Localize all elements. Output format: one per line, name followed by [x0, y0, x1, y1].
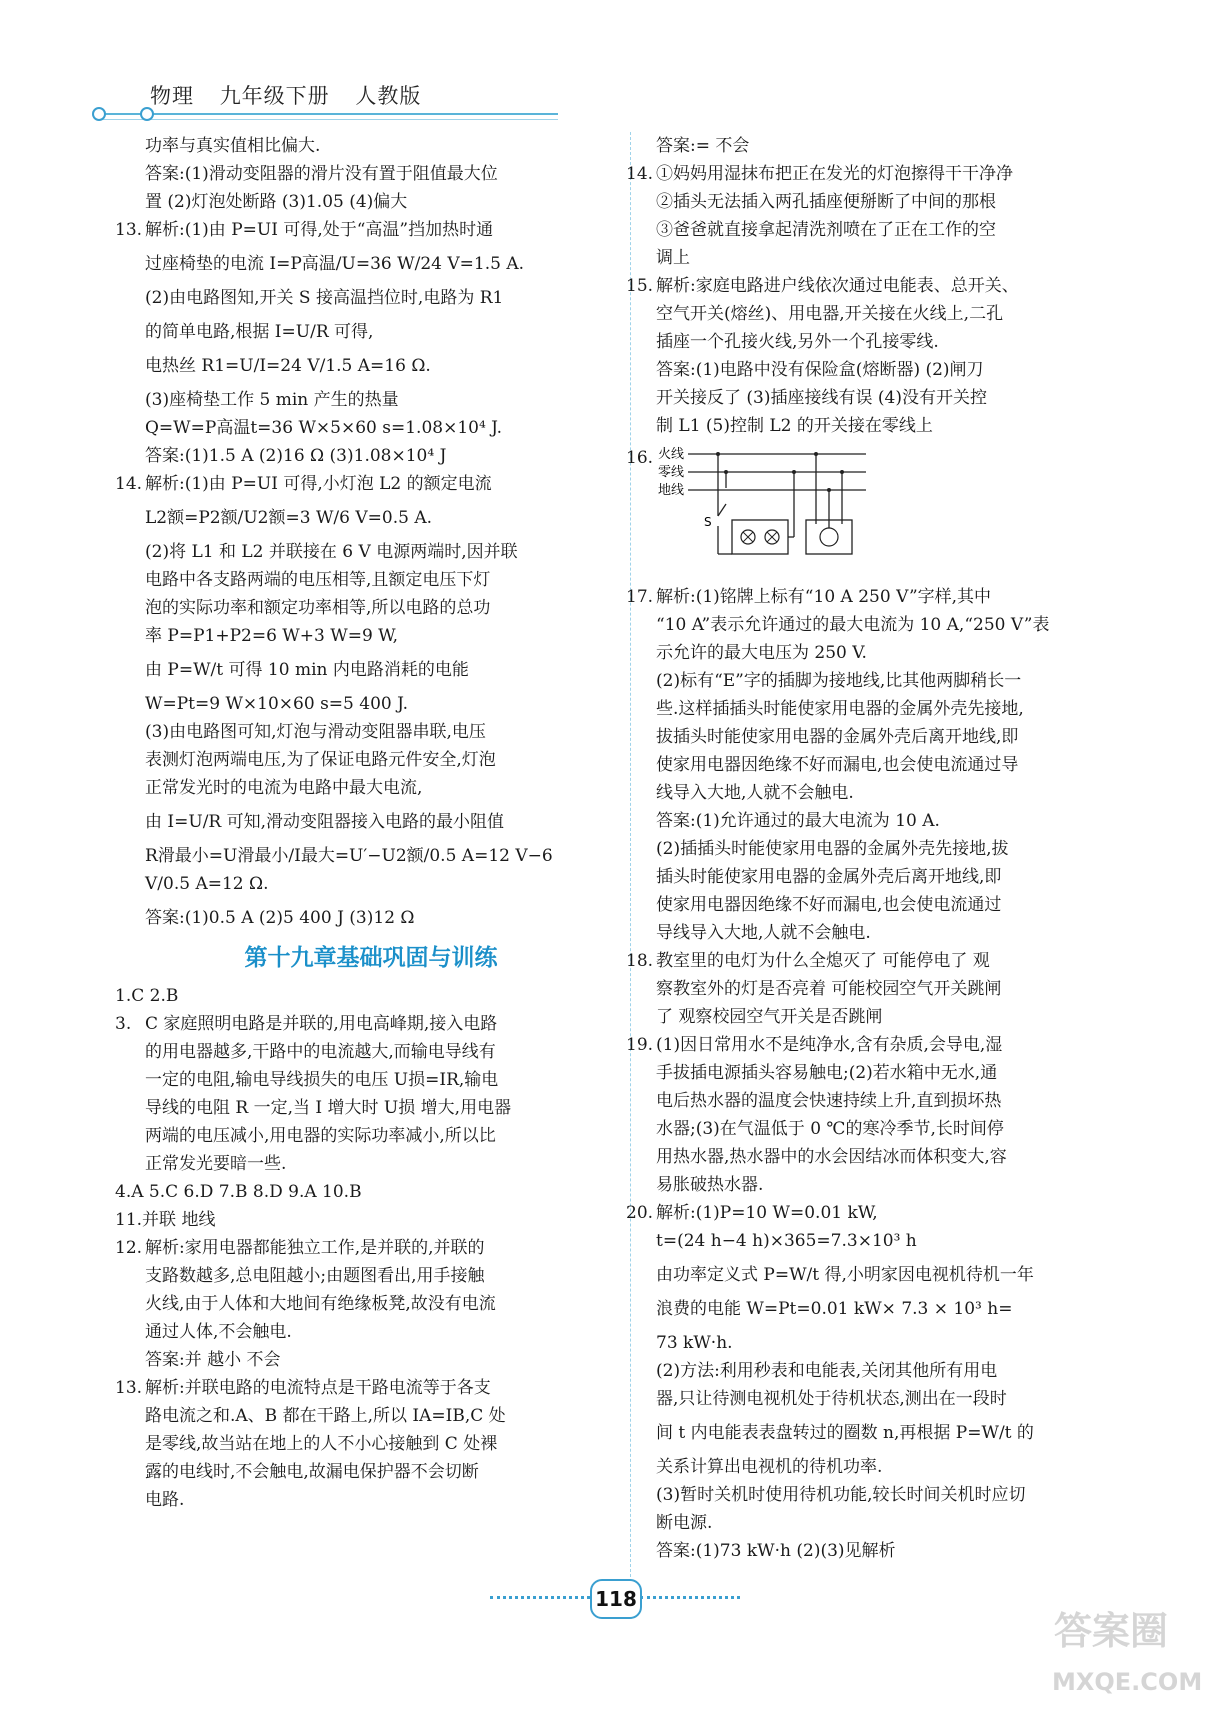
text-line: 些.这样插插头时能使家用电器的金属外壳先接地,: [656, 699, 1024, 719]
text-line: 的用电器越多,干路中的电流越大,而输电导线有: [145, 1042, 496, 1062]
text-line: 是零线,故当站在地上的人不小心接触到 C 处裸: [145, 1434, 498, 1454]
header-dot-icon: [92, 107, 106, 121]
answer-line: 1.C 2.B: [115, 986, 179, 1006]
question-13b: [115, 1374, 597, 1402]
text-line: 拔插头时能使家用电器的金属外壳后离开地线,即: [656, 727, 1019, 747]
text-line: 用热水器,热水器中的水会因结冰而体积变大,容: [656, 1147, 1007, 1167]
header-rule: [98, 113, 558, 115]
formula-line: 73 kW·h.: [656, 1333, 733, 1353]
question-18: [626, 947, 1108, 975]
page-header: [150, 80, 439, 110]
text-line: 手拔插电源插头容易触电;(2)若水箱中无水,通: [656, 1063, 998, 1083]
text-line: 空气开关(熔丝)、用电器,开关接在火线上,二孔: [656, 304, 1004, 324]
text-line: 功率与真实值相比偏大.: [145, 136, 321, 156]
header-dot-icon: [140, 107, 154, 121]
question-number: 14.: [115, 474, 143, 494]
text-line: 调上: [656, 248, 690, 268]
text-line: 支路数越多,总电阻越小;由题图看出,用手接触: [145, 1266, 485, 1286]
question-12: [115, 1234, 597, 1262]
text-line: ②插头无法插入两孔插座便掰断了中间的那根: [656, 192, 996, 212]
question-19: [626, 1031, 1108, 1059]
formula-line: 由功率定义式 P=W/t 得,小明家因电视机待机一年: [656, 1265, 1034, 1285]
text-line: (3)由电路图可知,灯泡与滑动变阻器串联,电压: [145, 722, 486, 742]
text-line: 置 (2)灯泡处断路 (3)1.05 (4)偏大: [145, 192, 408, 212]
text-line: 解析:并联电路的电流特点是干路电流等于各支: [145, 1378, 491, 1398]
question-16: [626, 444, 1108, 573]
text-line: (3)座椅垫工作 5 min 产生的热量: [145, 390, 399, 410]
text-line: (3)暂时关机时使用待机功能,较长时间关机时应切: [656, 1485, 1026, 1505]
formula-line: 的简单电路,根据 I=U/R 可得,: [145, 322, 374, 342]
text-line: (2)标有“E”字的插脚为接地线,比其他两脚稍长一: [656, 671, 1022, 691]
watermark-top: 答案圈: [1054, 1609, 1169, 1653]
formula-line: 由 P=W/t 可得 10 min 内电路消耗的电能: [145, 660, 469, 680]
text-line: 表测灯泡两端电压,为了保证电路元件安全,灯泡: [145, 750, 496, 770]
text-line: 露的电线时,不会触电,故漏电保护器不会切断: [145, 1462, 479, 1482]
right-column: [626, 132, 1108, 1565]
question-number: 20.: [626, 1203, 654, 1223]
text-line: “10 A”表示允许通过的最大电流为 10 A,“250 V”表: [656, 615, 1050, 635]
text-line: 器,只让待测电视机处于待机状态,测出在一段时: [656, 1389, 1007, 1409]
label-ground-line: 地线: [658, 483, 685, 498]
text-line: ①妈妈用湿抹布把正在发光的灯泡擦得干干净净: [656, 164, 1013, 184]
text-line: 解析:(1)由 P=UI 可得,处于“高温”挡加热时通: [145, 220, 494, 240]
formula-line: L2额=P2额/U2额=3 W/6 V=0.5 A.: [145, 508, 432, 528]
answer-line: 答案:(1)滑动变阻器的滑片没有置于阻值最大位: [145, 164, 498, 184]
question-14: [115, 470, 597, 498]
text-line: 解析:(1)铭牌上标有“10 A 250 V”字样,其中: [656, 587, 992, 607]
question-number: 13.: [115, 220, 143, 240]
text-line: 解析:家用电器都能独立工作,是并联的,并联的: [145, 1238, 485, 1258]
text-line: 导线导入大地,人就不会触电.: [656, 923, 871, 943]
text-line: 关系计算出电视机的待机功率.: [656, 1457, 883, 1477]
question-number: 13.: [115, 1378, 143, 1398]
answer-line: 答案:(1)73 kW·h (2)(3)见解析: [656, 1541, 896, 1561]
text-line: 解析:(1)P=10 W=0.01 kW,: [656, 1203, 878, 1223]
text-line: 路电流之和.A、B 都在干路上,所以 IA=IB,C 处: [145, 1406, 506, 1426]
label-fire-line: 火线: [658, 447, 685, 462]
text-line: 使家用电器因绝缘不好而漏电,也会使电流通过: [656, 895, 1002, 915]
header-edition: 人教版: [355, 84, 422, 108]
answer-line: 答案:(1)允许通过的最大电流为 10 A.: [656, 811, 940, 831]
question-15: [626, 272, 1108, 300]
footer-dots: [490, 1596, 590, 1599]
text-line: 一定的电阻,输电导线损失的电压 U损=IR,输电: [145, 1070, 499, 1090]
text-line: 插头时能使家用电器的金属外壳后离开地线,即: [656, 867, 1002, 887]
left-column: [115, 132, 597, 1514]
header-rule-thin: [98, 119, 558, 120]
text-line: 解析:(1)由 P=UI 可得,小灯泡 L2 的额定电流: [145, 474, 492, 494]
text-line: 教室里的电灯为什么全熄灭了 可能停电了 观: [656, 951, 990, 971]
formula-line: W=Pt=9 W×10×60 s=5 400 J.: [145, 694, 409, 714]
question-number: 18.: [626, 951, 654, 971]
text-line: 泡的实际功率和额定功率相等,所以电路的总功: [145, 598, 491, 618]
chapter-title: 第十九章基础巩固与训练: [244, 945, 498, 971]
text-line: 解析:家庭电路进户线依次通过电能表、总开关、: [656, 276, 1019, 296]
text-line: 了 观察校园空气开关是否跳闸: [656, 1007, 883, 1027]
text-line: 制 L1 (5)控制 L2 的开关接在零线上: [656, 416, 933, 436]
question-number: 3.: [115, 1014, 132, 1034]
question-14-right: [626, 160, 1108, 188]
question-number: 17.: [626, 587, 654, 607]
text-line: (2)方法:利用秒表和电能表,关闭其他所有用电: [656, 1361, 998, 1381]
text-line: 通过人体,不会触电.: [145, 1322, 292, 1342]
text-line: 率 P=P1+P2=6 W+3 W=9 W,: [145, 626, 399, 646]
formula-line: 电热丝 R1=U/I=24 V/1.5 A=16 Ω.: [145, 356, 431, 376]
answer-line: 答案:(1)0.5 A (2)5 400 J (3)12 Ω: [145, 908, 415, 928]
formula-line: 浪费的电能 W=Pt=0.01 kW× 7.3 × 10³ h=: [656, 1299, 1013, 1319]
text-line: 电路中各支路两端的电压相等,且额定电压下灯: [145, 570, 491, 590]
text-line: 开关接反了 (3)插座接线有误 (4)没有开关控: [656, 388, 987, 408]
text-line: C 家庭照明电路是并联的,用电高峰期,接入电路: [145, 1014, 498, 1034]
header-grade: 九年级下册: [219, 84, 330, 108]
formula-line: Q=W=P高温t=36 W×5×60 s=1.08×10⁴ J.: [145, 418, 503, 438]
question-13: [115, 216, 597, 244]
circuit-diagram: [656, 444, 876, 564]
switch-icon: [718, 504, 726, 516]
answer-line: 答案:= 不会: [656, 136, 750, 156]
text-line: (2)由电路图知,开关 S 接高温挡位时,电路为 R1: [145, 288, 504, 308]
text-line: 示允许的最大电压为 250 V.: [656, 643, 867, 663]
formula-line: 由 I=U/R 可知,滑动变阻器接入电路的最小阻值: [145, 812, 505, 832]
question-number: 19.: [626, 1035, 654, 1055]
question-number: 12.: [115, 1238, 143, 1258]
text-line: 火线,由于人体和大地间有绝缘板凳,故没有电流: [145, 1294, 496, 1314]
footer-dots: [640, 1596, 740, 1599]
text-line: (2)将 L1 和 L2 并联接在 6 V 电源两端时,因并联: [145, 542, 518, 562]
question-number: 16.: [626, 448, 654, 468]
formula-line: R滑最小=U滑最小/I最大=U′−U2额/0.5 A=12 V−6 V/0.5 A=12 Ω.: [145, 846, 553, 894]
text-line: 正常发光时的电流为电路中最大电流,: [145, 778, 423, 798]
column-divider: [630, 132, 631, 1592]
formula-line: t=(24 h−4 h)×365=7.3×10³ h: [656, 1231, 917, 1251]
page-footer: [0, 1575, 1224, 1619]
formula-line: 间 t 内电能表表盘转过的圈数 n,再根据 P=W/t 的: [656, 1423, 1034, 1443]
text-line: ③爸爸就直接拿起清洗剂喷在了正在工作的空: [656, 220, 996, 240]
text-line: 断电源.: [656, 1513, 713, 1533]
text-line: 水器;(3)在气温低于 0 ℃的寒冷季节,长时间停: [656, 1119, 1004, 1139]
answer-line: 4.A 5.C 6.D 7.B 8.D 9.A 10.B: [115, 1182, 362, 1202]
question-17: [626, 583, 1108, 611]
answer-line: 答案:并 越小 不会: [145, 1350, 281, 1370]
page-number: 118: [590, 1579, 642, 1619]
watermark-bottom: MXQE.COM: [1052, 1668, 1203, 1696]
text-line: 插座一个孔接火线,另外一个孔接零线.: [656, 332, 939, 352]
text-line: (2)插插头时能使家用电器的金属外壳先接地,拔: [656, 839, 1009, 859]
answer-line: 答案:(1)电路中没有保险盒(熔断器) (2)闸刀: [656, 360, 984, 380]
header-subject: 物理: [150, 84, 194, 108]
switch-label: S: [704, 515, 712, 529]
formula-line: 过座椅垫的电流 I=P高温/U=36 W/24 V=1.5 A.: [145, 254, 525, 274]
text-line: 正常发光要暗一些.: [145, 1154, 287, 1174]
watermark-logo: [1048, 1592, 1208, 1702]
text-line: 电路.: [145, 1490, 185, 1510]
text-line: 两端的电压减小,用电器的实际功率减小,所以比: [145, 1126, 496, 1146]
answer-line: 11.并联 地线: [115, 1210, 216, 1230]
text-line: 线导入大地,人就不会触电.: [656, 783, 854, 803]
text-line: 易胀破热水器.: [656, 1175, 764, 1195]
question-20: [626, 1199, 1108, 1227]
text-line: 电后热水器的温度会快速持续上升,直到损坏热: [656, 1091, 1002, 1111]
question-number: 14.: [626, 164, 654, 184]
question-number: 15.: [626, 276, 654, 296]
text-line: (1)因日常用水不是纯净水,含有杂质,会导电,湿: [656, 1035, 1003, 1055]
answer-line: 答案:(1)1.5 A (2)16 Ω (3)1.08×10⁴ J: [145, 446, 447, 466]
text-line: 察教室外的灯是否亮着 可能校园空气开关跳闸: [656, 979, 1002, 999]
label-zero-line: 零线: [658, 465, 685, 480]
text-line: 使家用电器因绝缘不好而漏电,也会使电流通过导: [656, 755, 1019, 775]
text-line: 导线的电阻 R 一定,当 I 增大时 U损 增大,用电器: [145, 1098, 512, 1118]
question-3: [115, 1010, 597, 1038]
